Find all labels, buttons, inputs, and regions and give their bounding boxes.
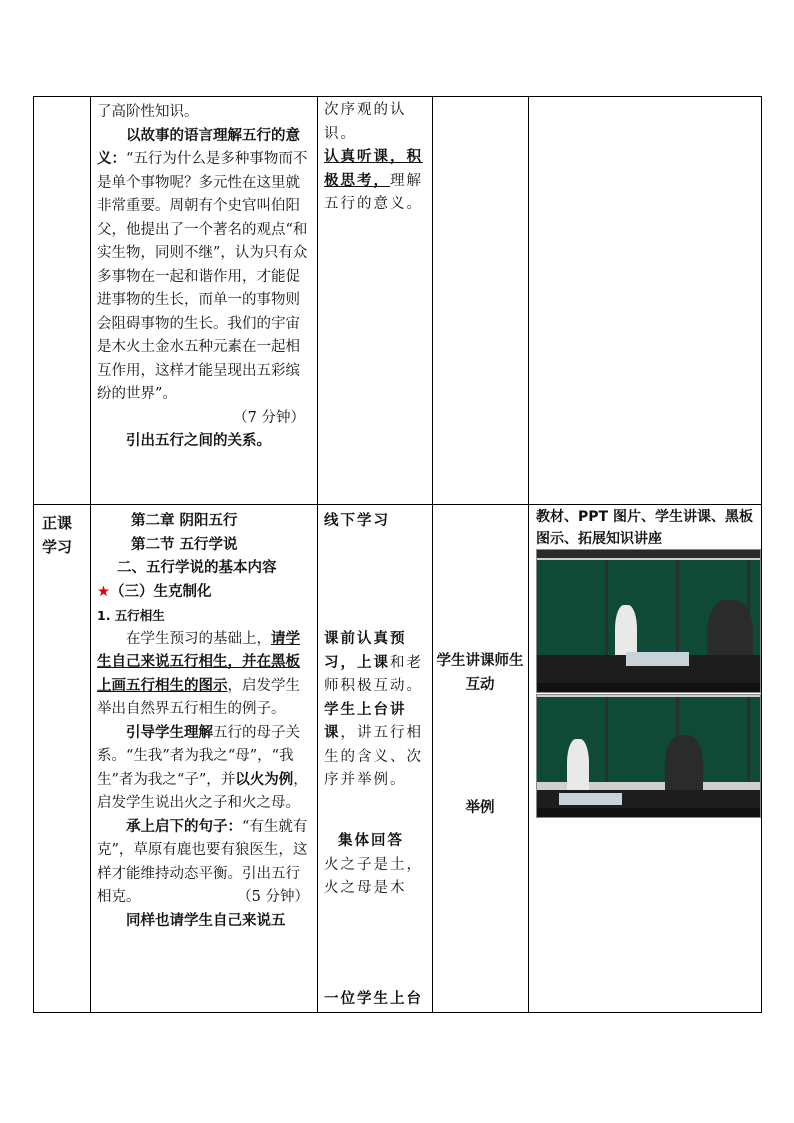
paragraph: 了高阶性知识。 (97, 104, 199, 120)
bold-phrase: 引导学生理解 (126, 724, 213, 741)
chapter-title: 第二章 阴阳五行 (131, 513, 238, 529)
item-heading: 1. 五行相生 (97, 608, 165, 623)
bold-phrase: 承上启下的句子： (126, 818, 242, 835)
text: 在学生预习的基础上， (126, 630, 271, 647)
offline-label: 线下学习 (324, 513, 390, 529)
text: 五行的母子关系。“生我”者为我之“母”，“我生”者为我之“子”，并 (97, 724, 300, 788)
column-divider (90, 97, 91, 1012)
section-title: 第二节 五行学说 (131, 536, 238, 553)
row2-student-cell (324, 510, 428, 1010)
method-cell: 学生讲课师生互动 (436, 653, 524, 693)
group-answer: 集体回答 (338, 833, 404, 849)
bold-phrase: 以火为例 (235, 771, 294, 788)
row2-content-cell (97, 510, 313, 933)
resources-title: 教材、PPT 图片、学生讲课、黑板图示、拓展知识讲座 (536, 509, 753, 547)
text: 和老师积极互动。 (324, 654, 423, 694)
classroom-photo (536, 694, 761, 818)
lesson-plan-table (33, 96, 762, 1013)
story-text: “五行为什么是多种事物而不是单个事物呢？多元性在这里就非常重要。周朝有个史官叫伯阳父，他提出了一个著名的观点“和实生物，同则不继”，认为只有众多事物在一起和谐作用，才能促进事物的生长，而单一的事物则会阻碍事物的生长。我们的宇宙是木火土金水五种元素在一起相互作用，这样才能呈现出五彩缤纷的世界”。 (97, 151, 308, 402)
star-icon: ★ (97, 583, 110, 600)
text: “有生就有克”，草原有鹿也要有狼医生，这样才能维持动态平衡。引出五行相克。 (97, 818, 308, 905)
method-example: 举例 (465, 800, 495, 816)
text: ，启发学生举出自然界五行相生的例子。 (97, 677, 300, 717)
text: ，讲五行相生的含义、次序并举例。 (324, 725, 423, 788)
bold-underline: 请学生自己来说五行相生，并在黑板上画五行相生的图示 (97, 630, 300, 694)
subheading: （三）生克制化 (110, 583, 212, 600)
heading: 二、五行学说的基本内容 (117, 560, 277, 576)
bold-phrase: 以故事的语言理解五行的意义： (97, 127, 300, 167)
time-note: （5 分钟） (237, 889, 309, 905)
column-divider (432, 97, 433, 1012)
bold-phrase: 课前认真预习，上课 (324, 631, 407, 671)
classroom-photo (536, 549, 761, 693)
column-divider (317, 97, 318, 1012)
column-divider (528, 97, 529, 1012)
bold-phrase: 学生上台讲课 (324, 701, 407, 741)
paragraph: 一位学生上台 (324, 991, 423, 1007)
row1-content-cell (97, 101, 313, 454)
paragraph: 次序观的认识。 (324, 102, 407, 142)
bold-phrase: 认真听课，积极思考， (324, 149, 423, 189)
paragraph: 理解五行的意义。 (324, 172, 423, 212)
row1-student-cell (324, 99, 428, 217)
text: ，启发学生说出火之子和火之母。 (97, 771, 308, 811)
lead-sentence: 引出五行之间的关系。 (126, 433, 271, 449)
stage-label: 正课学习 (42, 514, 73, 556)
answer-text: 火之子是土，火之母是木 (324, 856, 423, 896)
time-note: （7 分钟） (233, 409, 305, 426)
row-divider (34, 504, 761, 505)
paragraph: 同样也请学生自己来说五 (126, 912, 286, 929)
